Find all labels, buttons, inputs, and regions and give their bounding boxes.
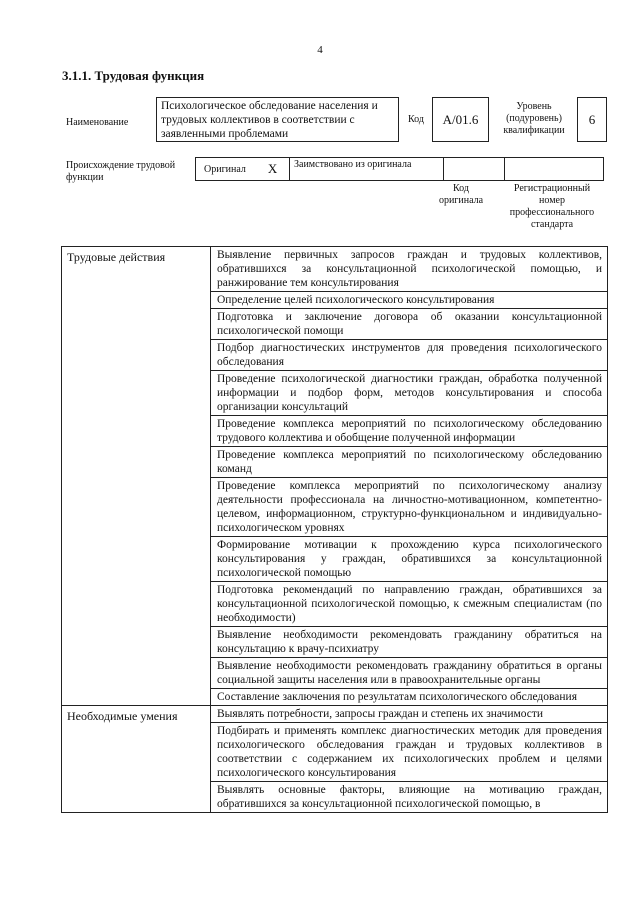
list-item: Проведение комплекса мероприятий по психологическому анализу деятельности профессионала на личностно-мотивационном, компетентно-целевом, информационном, структурно-функциональном и индивидуально-психологическом уровнях bbox=[211, 478, 607, 537]
origin-reg-caption: Регистрационный номер профессионального стандарта bbox=[509, 183, 595, 230]
origin-borrowed-cell: Заимствовано из оригинала bbox=[289, 157, 444, 181]
list-item: Проведение психологической диагностики граждан, обработка полученной информации и подбор форм, методов консультирования и способа организации консультаций bbox=[211, 371, 607, 416]
page-number: 4 bbox=[317, 44, 323, 56]
origin-original-label: Оригинал bbox=[204, 163, 246, 175]
origin-mark: X bbox=[267, 161, 278, 176]
origin-row bbox=[196, 157, 606, 181]
name-label: Наименование bbox=[66, 117, 129, 128]
list-item: Формирование мотивации к прохождению курса психологического консультирования у граждан, обратившихся за консультационной психологической помощью bbox=[211, 537, 607, 582]
level-value: 6 bbox=[577, 97, 607, 142]
list-item: Выявление необходимости рекомендовать гражданину обратиться в органы социальной защиты населения или в правоохранительные органы bbox=[211, 658, 607, 689]
section-row bbox=[62, 247, 608, 706]
section-title: Необходимые умения bbox=[62, 706, 211, 813]
code-label: Код bbox=[408, 114, 424, 125]
level-label: Уровень (подуровень) квалификации bbox=[503, 101, 565, 136]
list-item: Проведение комплекса мероприятий по психологическому обследованию команд bbox=[211, 447, 607, 478]
list-item: Проведение комплекса мероприятий по психологическому обследованию трудового коллектива и обобщение полученной информации bbox=[211, 416, 607, 447]
list-item: Выявлять основные факторы, влияющие на мотивацию граждан, обратившихся за консультационной психологической помощью, в bbox=[217, 784, 602, 810]
list-item: Подготовка и заключение договора об оказании консультационной психологической помощи bbox=[211, 309, 607, 340]
name-value: Психологическое обследование населения и трудовых коллективов в соответствии с заявленными проблемами bbox=[156, 97, 399, 142]
origin-reg-cell bbox=[504, 157, 604, 181]
list-item: Выявление первичных запросов граждан и трудовых коллективов, обратившихся за консультационной психологической помощью, и ранжирование тем консультирования bbox=[211, 247, 607, 292]
section-row bbox=[62, 706, 608, 813]
origin-original-cell bbox=[195, 157, 290, 181]
origin-label: Происхождение трудовой функции bbox=[66, 160, 176, 183]
list-item: Подготовка рекомендаций по направлению граждан, обратившихся за консультационной психологической помощью, к смежным специалистам (по необходимости) bbox=[211, 582, 607, 627]
code-value: A/01.6 bbox=[432, 97, 489, 142]
list-item: Выявление необходимости рекомендовать гражданину обратиться на консультацию к врачу-психиатру bbox=[211, 627, 607, 658]
section-heading: 3.1.1. Трудовая функция bbox=[62, 68, 205, 83]
function-table bbox=[61, 246, 608, 813]
origin-code-cell bbox=[443, 157, 505, 181]
list-item: Определение целей психологического консультирования bbox=[211, 292, 607, 309]
section-items bbox=[211, 706, 608, 813]
list-item: Составление заключения по результатам психологического обследования bbox=[217, 691, 577, 703]
origin-code-caption: Код оригинала bbox=[438, 183, 484, 206]
section-items bbox=[211, 247, 608, 706]
list-item: Подбирать и применять комплекс диагностических методик для проведения психологического обследования граждан и трудовых коллективов в соответствии с содержанием их психологических проблем и целями психологического консультирования bbox=[211, 723, 607, 782]
list-item: Подбор диагностических инструментов для проведения психологического обследования bbox=[211, 340, 607, 371]
list-item: Выявлять потребности, запросы граждан и степень их значимости bbox=[211, 706, 607, 723]
section-title: Трудовые действия bbox=[62, 247, 211, 706]
